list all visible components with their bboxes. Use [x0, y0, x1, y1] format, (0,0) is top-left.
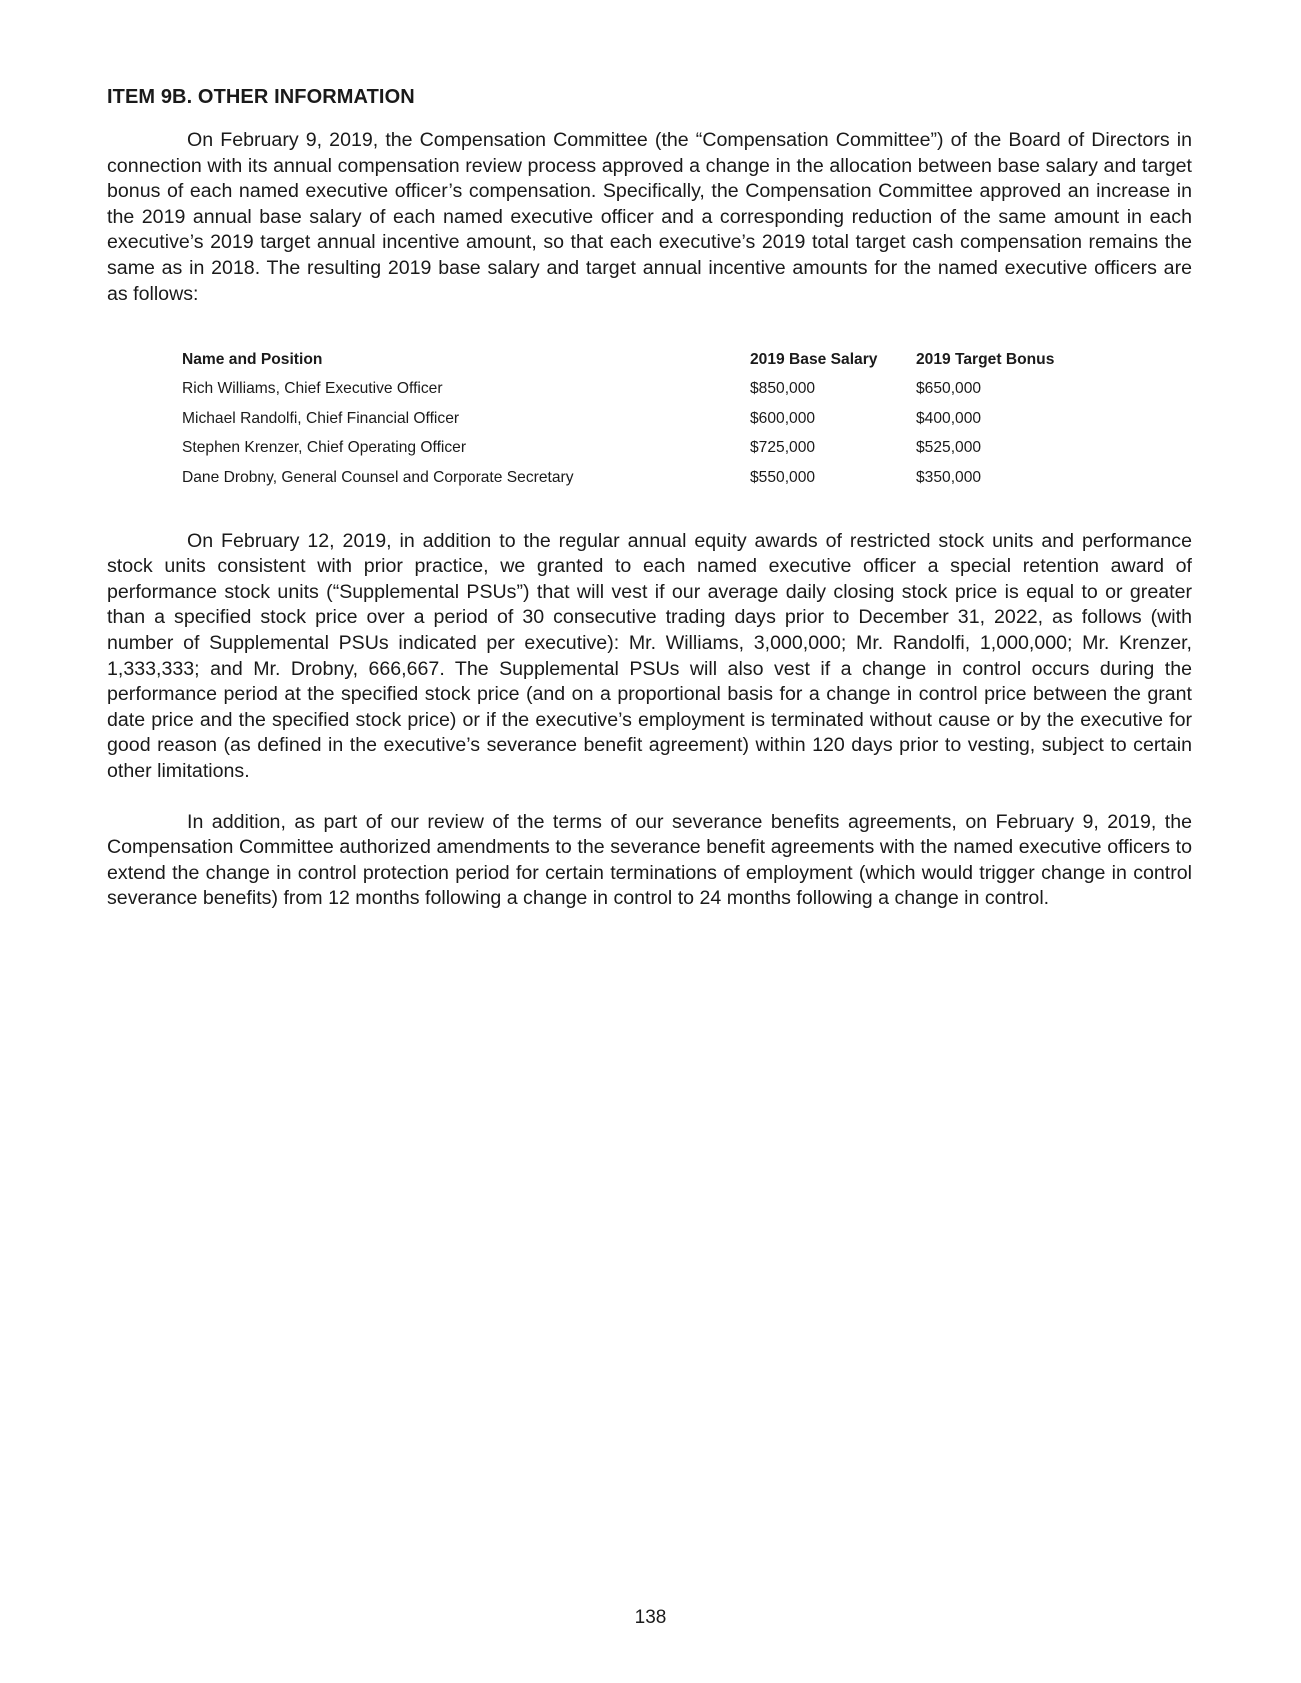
table-row: [182, 434, 1086, 464]
document-page: [107, 84, 1192, 912]
paragraph-severance-amendments: In addition, as part of our review of the terms of our severance benefits agreements, on February 9, 2019, the Compensation Committee authorized amendments to the severance benefit agreements with the named executive officers to extend the change in control protection period for certain terminations of employment (which would trigger change in control severance benefits) from 12 months following a change in control to 24 months following a change in control.: [107, 810, 1192, 910]
paragraph-compensation-change: On February 9, 2019, the Compensation Committee (the “Compensation Committee”) of the Board of Directors in connection with its annual compensation review process approved a change in the allocation between base salary and target bonus of each named executive officer’s compensation. Specifically, the Compensation Committee approved an increase in the 2019 annual base salary of each named executive officer and a corresponding reduction of the same amount in each executive’s 2019 target annual incentive amount, so that each executive’s 2019 total target cash compensation remains the same as in 2018. The resulting 2019 base salary and target annual incentive amounts for the named executive officers are as follows:: [107, 129, 1192, 305]
cell-target-bonus: $525,000: [916, 439, 982, 457]
table-header-row: [182, 345, 1086, 375]
cell-name: Michael Randolfi, Chief Financial Officer: [182, 409, 460, 427]
cell-name: Rich Williams, Chief Executive Officer: [182, 380, 443, 398]
cell-base-salary: $850,000: [750, 380, 816, 398]
cell-base-salary: $600,000: [750, 409, 816, 427]
column-header-name: Name and Position: [182, 350, 323, 368]
column-header-target-bonus: 2019 Target Bonus: [916, 350, 1055, 368]
cell-target-bonus: $400,000: [916, 409, 982, 427]
compensation-table-container: [182, 345, 1192, 493]
compensation-table: [182, 345, 1086, 493]
paragraph-supplemental-psus: On February 12, 2019, in addition to the regular annual equity awards of restricted stock units and performance stock units consistent with prior practice, we granted to each named executive officer a special retention award of performance stock units (“Supplemental PSUs”) that will vest if our average daily closing stock price is equal to or greater than a specified stock price over a period of 30 consecutive trading days prior to December 31, 2022, as follows (with number of Supplemental PSUs indicated per executive): Mr. Williams, 3,000,000; Mr. Randolfi, 1,000,000; Mr. Krenzer, 1,333,333; and Mr. Drobny, 666,667. The Supplemental PSUs will also vest if a change in control occurs during the performance period at the specified stock price (and on a proportional basis for a change in control price between the grant date price and the specified stock price) or if the executive’s employment is terminated without cause or by the executive for good reason (as defined in the executive’s severance benefit agreement) within 120 days prior to vesting, subject to certain other limitations.: [107, 529, 1192, 782]
cell-base-salary: $725,000: [750, 439, 816, 457]
cell-base-salary: $550,000: [750, 468, 816, 486]
table-row: [182, 404, 1086, 434]
cell-target-bonus: $650,000: [916, 380, 982, 398]
section-heading: ITEM 9B. OTHER INFORMATION: [107, 86, 415, 108]
table-row: [182, 463, 1086, 493]
table-row: [182, 375, 1086, 405]
cell-name: Stephen Krenzer, Chief Operating Officer: [182, 439, 467, 457]
cell-target-bonus: $350,000: [916, 468, 982, 486]
page-number: 138: [634, 1607, 667, 1628]
column-header-base-salary: 2019 Base Salary: [750, 350, 878, 368]
cell-name: Dane Drobny, General Counsel and Corporate Secretary: [182, 468, 574, 486]
